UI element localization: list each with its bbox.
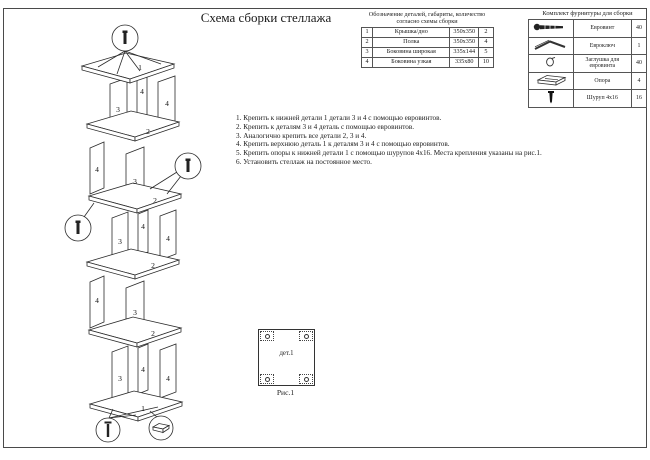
assembly-instructions <box>236 114 541 167</box>
support-foot-icon <box>531 73 571 87</box>
screw-hole-icon <box>304 377 309 382</box>
svg-text:2: 2 <box>146 127 150 136</box>
hex-key-icon <box>531 38 571 52</box>
table-row: Опора 4 <box>529 72 647 90</box>
svg-text:4: 4 <box>166 374 170 383</box>
instruction-step: 4. Крепить верхнюю деталь 1 к деталям 3 и 4 с помощью евровинтов. <box>236 140 450 149</box>
bottom-panel <box>90 391 182 421</box>
table-row: Заглушка для евровинта 40 <box>529 55 647 73</box>
svg-text:3: 3 <box>118 374 122 383</box>
page-title: Схема сборки стеллажа <box>200 10 332 25</box>
screw-hole-icon <box>265 334 270 339</box>
svg-text:1: 1 <box>138 63 142 72</box>
svg-text:3: 3 <box>133 308 137 317</box>
euro-screw-callout-top <box>112 25 138 51</box>
svg-text:4: 4 <box>95 165 99 174</box>
instruction-step: 1. Крепить к нижней детали 1 детали 3 и 4 с помощью евровинтов. <box>236 114 442 122</box>
table-row: Евровинт 40 <box>529 20 647 38</box>
top-panel <box>82 53 174 83</box>
left-pointer-line <box>84 203 94 217</box>
table-row: 3 Боковина широкая 335x144 5 <box>361 47 493 57</box>
svg-text:3: 3 <box>133 177 137 186</box>
table-row: Шуруп 4x16 16 <box>529 90 647 108</box>
svg-text:3: 3 <box>116 105 120 114</box>
table-row: 2 Полка 350x350 4 <box>361 37 493 47</box>
figure1-part-diagram <box>258 329 315 386</box>
mount-point <box>299 331 313 341</box>
hardware-table <box>528 19 647 108</box>
svg-text:1: 1 <box>141 404 145 413</box>
instruction-step: 5. Крепить опоры к нижней детали 1 с помощью шурупов 4x16. Места крепления указаны на рис.1. <box>236 149 542 158</box>
svg-text:4: 4 <box>165 99 169 108</box>
svg-text:2: 2 <box>153 196 157 205</box>
screw-hole-icon <box>304 334 309 339</box>
instruction-step: 6. Установить стеллаж на постоянное место. <box>236 157 372 166</box>
parts-table-block <box>357 11 497 68</box>
instruction-step: 3. Аналогично крепить все детали 2, 3 и 4. <box>236 131 367 140</box>
parts-table <box>361 27 494 68</box>
svg-text:4: 4 <box>141 365 145 374</box>
wood-screw-icon <box>531 90 571 104</box>
mount-point <box>299 374 313 384</box>
screw-hole-icon <box>265 377 270 382</box>
svg-text:4: 4 <box>95 296 99 305</box>
shelf-assembly-diagram <box>0 0 230 460</box>
hardware-table-caption: Комплект фурнитуры для сборки <box>542 10 633 17</box>
instruction-step: 2. Крепить к деталям 3 и 4 деталь с помощью евровинтов. <box>236 122 415 131</box>
hardware-table-block <box>527 10 648 108</box>
mount-point <box>260 374 274 384</box>
euro-screw-icon <box>531 20 571 34</box>
support-foot-callout <box>149 416 173 440</box>
svg-text:2: 2 <box>151 329 155 338</box>
table-row: Евроключ 1 <box>529 37 647 55</box>
euro-screw-callout-left <box>65 215 91 241</box>
svg-text:4: 4 <box>166 234 170 243</box>
table-row: 1 Крышка/дно 350x350 2 <box>361 27 493 37</box>
cap-icon <box>531 55 571 69</box>
figure1-caption: Рис.1 <box>276 388 295 397</box>
table-row: 4 Боковина узкая 335x80 10 <box>361 57 493 67</box>
euro-screw-callout-right <box>175 153 201 179</box>
mount-point <box>260 331 274 341</box>
svg-text:4: 4 <box>140 87 144 96</box>
wood-screw-callout <box>96 418 120 442</box>
figure1-part-label: дет.1 <box>279 350 294 357</box>
parts-table-caption: Обозначение деталей, габариты, количество согласно схемы сборки <box>368 11 486 26</box>
svg-text:3: 3 <box>118 237 122 246</box>
svg-text:2: 2 <box>151 261 155 270</box>
svg-text:4: 4 <box>141 222 145 231</box>
